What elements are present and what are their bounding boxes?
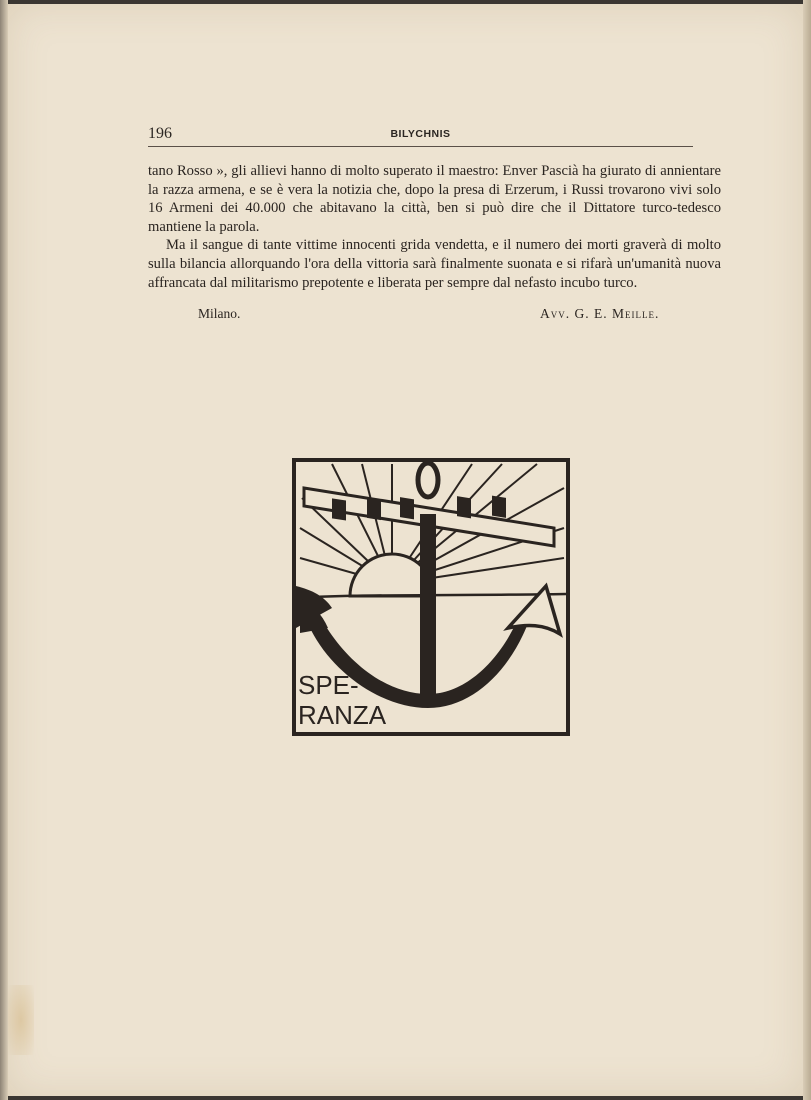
signature-author: Avv. G. E. Meille. [540,306,660,321]
journal-title: BILYCHNIS [390,128,451,140]
stock-band [400,497,414,519]
stock-band [332,498,346,520]
page-right-edge [803,0,811,1100]
paragraph: Ma il sangue di tante vittime innocenti grida vendetta, e il numero dei morti graverà di molto sulla bilancia allorquando l'ora della vittoria sarà finalmente suonata e si rifarà un'umanità nuova affrancata dal militarismo prepotente e liberata per sempre dal nefasto incubo turco. [148,237,721,291]
running-header [148,124,693,147]
page-left-edge [0,0,8,1100]
speranza-anchor-emblem [292,458,570,736]
anchor-shank [420,514,436,702]
signature-place: Milano. [198,306,241,321]
article-body [148,162,721,292]
paragraph: tano Rosso », gli allievi hanno di molto superato il maestro: Enver Pascià ha giurato di annientare la razza armena, e se è vera la notizia che, dopo la presa di Erzerum, i Russi trovarono vivi solo 16 Armeni dei 40.000 che abitavano la città, ben si può dire che il Dittatore turco-tedesco mantiene la parola. [148,163,721,235]
stock-band [492,496,506,518]
paper-stain [8,985,34,1055]
stock-band [367,498,381,520]
anchor-ring-icon [418,463,438,497]
emblem-text-line2: RANZA [298,700,387,730]
page-number: 196 [148,125,172,142]
stock-band [457,496,471,518]
emblem-text-line1: SPE- [298,670,359,700]
